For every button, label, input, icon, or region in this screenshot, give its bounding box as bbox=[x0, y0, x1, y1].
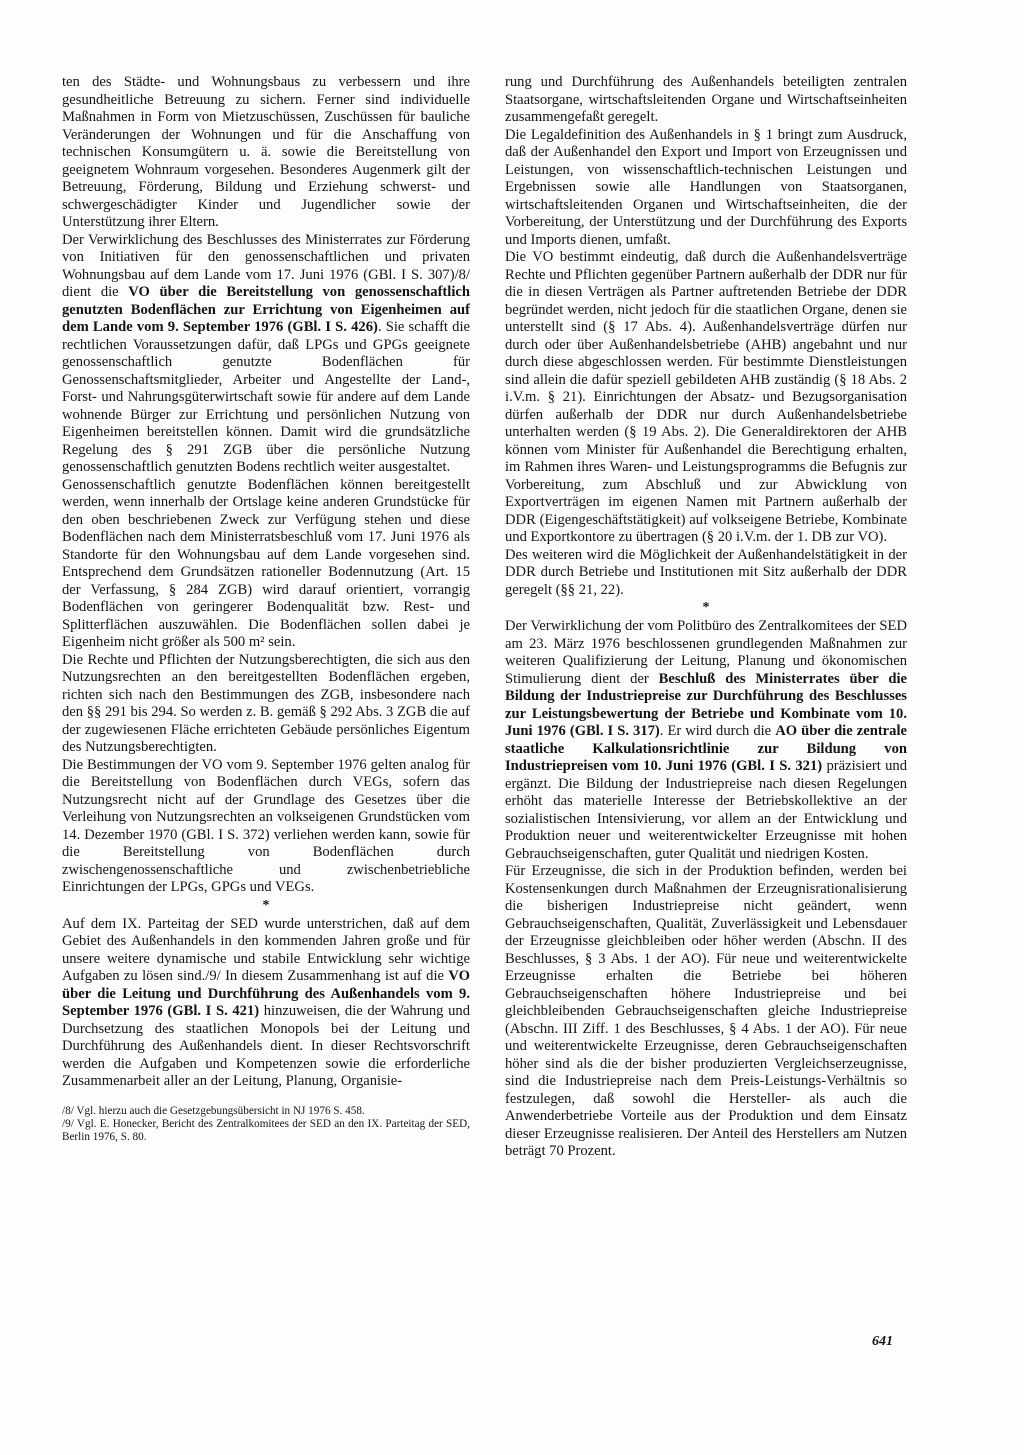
paragraph-text: Der Verwirklichung der vom Politbüro des Zentralkomitees der SED am 23. März 1976 beschlossenen grundlegenden Maßnahmen zur weiteren Qualifizierung der Leitung, Planung und ökonomischen Stimulierung dient der bbox=[505, 618, 907, 687]
legal-reference-bold: VO über die Leitung und Durchführung des Außenhandels vom 9. September 1976 (GBl. I S. 421) bbox=[62, 968, 470, 1019]
paragraph bbox=[505, 618, 907, 863]
paragraph: Des weiteren wird die Möglichkeit der Außenhandelstätigkeit in der DDR durch Betriebe und Institutionen mit Sitz außerhalb der DDR geregelt (§§ 21, 22). bbox=[505, 546, 907, 598]
paragraph-text: hinzuweisen, die der Wahrung und Durchsetzung des staatlichen Monopols bei der Leitung und Durchführung des Außenhandels dient. In dieser Rechtsvorschrift werden die Aufgaben und Kompetenzen sowie die erforderliche Zusammenarbeit aller an der Leitung, Planung, Organisie- bbox=[62, 1003, 470, 1089]
footnote-9: /9/ Vgl. E. Honecker, Bericht des Zentralkomitees der SED an den IX. Parteitag der SED, Berlin 1976, S. 80. bbox=[62, 1117, 470, 1143]
page-number: 641 bbox=[872, 1334, 893, 1349]
section-separator: * bbox=[702, 600, 710, 615]
paragraph: rung und Durchführung des Außenhandels beteiligten zentralen Staatsorgane, wirtschaftsleitenden Organe und Wirtschaftseinheiten zusammengefaßt geregelt. bbox=[505, 74, 907, 125]
paragraph-text: . Er wird durch die bbox=[659, 723, 776, 739]
paragraph-text: Auf dem IX. Parteitag der SED wurde unterstrichen, daß auf dem Gebiet des Außenhandels in den kommenden Jahren große und für unsere weitere dynamische und stabile Entwicklung sehr wichtige Aufgaben zu lösen sind./9/ In diesem Zusammenhang ist auf die bbox=[62, 915, 470, 984]
paragraph: Für Erzeugnisse, die sich in der Produktion befinden, werden bei Kostensenkungen durch Maßnahmen der Erzeugnisrationalisierung die bisherigen Industriepreise nicht geändert, wenn Gebrauchseigenschaften, Qualität, Zuverlässigkeit und Lebensdauer der Erzeugnisse gleichbleiben oder höher werden (Abschn. II des Beschlusses, § 3 Abs. 1 der AO). Für neue und weiterentwickelte Erzeugnisse erhalten die Betriebe bei höheren Gebrauchseigenschaften höhere Industriepreise und bei gleichbleibenden Gebrauchseigenschaften gleiche Industriepreise (Abschn. III Ziff. 1 des Beschlusses, § 4 Abs. 1 der AO). Für neue und weiterentwickelte Erzeugnisse, deren Gebrauchseigenschaften höher sind als die der bisher produzierten Vergleichserzeugnisse, sind die Industriepreise nach dem Preis-Leistungs-Verhältnis so festzulegen, daß sowohl die Hersteller- als auch die Anwenderbetriebe Vorteile aus der Produktion und dem Einsatz dieser Erzeugnisse realisieren. Der Anteil des Herstellers am Nutzen beträgt 70 Prozent. bbox=[505, 863, 907, 1159]
footnote-8: /8/ Vgl. hierzu auch die Gesetzgebungsübersicht in NJ 1976 S. 458. bbox=[62, 1104, 365, 1117]
left-column bbox=[62, 74, 470, 1144]
paragraph: Die Bestimmungen der VO vom 9. September 1976 gelten analog für die Bereitstellung von Bodenflächen durch VEGs, sofern das Nutzungsrecht nicht auf der Grundlage des Gesetzes über die Verleihung von Nutzungsrechten an volkseigenen Grundstücken vom 14. Dezember 1970 (GBl. I S. 372) verliehen werden kann, sowie für die Bereitstellung von Bodenflächen durch zwischengenossenschaftliche und zwischenbetriebliche Einrichtungen der LPGs, GPGs und VEGs. bbox=[62, 756, 470, 895]
legal-reference-bold: VO über die Bereitstellung von genossenschaftlich genutzten Bodenflächen zur Errichtung von Eigenheimen auf dem Lande vom 9. September 1976 (GBl. I S. 426) bbox=[62, 284, 470, 335]
footnotes bbox=[62, 1105, 470, 1144]
section-separator: * bbox=[262, 897, 270, 913]
paragraph-text: . Sie schafft die rechtlichen Voraussetzungen dafür, daß LPGs und GPGs geeignete genossenschaftlich genutzte Bodenflächen für Genossenschaftsmitglieder, Arbeiter und Angestellte der Land-, Forst- und Nahrungsgüterwirtschaft sowie für andere auf dem Lande wohnende Bürger zur Errichtung und persönlichen Nutzung von Eigenheimen bereitstellen können. Damit wird die grundsätzliche Regelung des § 291 ZGB über die persönliche Nutzung genossenschaftlich genutzten Bodens rechtlich weiter ausgestaltet. bbox=[62, 319, 470, 475]
paragraph: ten des Städte- und Wohnungsbaus zu verbessern und ihre gesundheitliche Betreuung zu sichern. Ferner sind individuelle Maßnahmen in Form von Mietzuschüssen, Zuschüssen für bauliche Veränderungen der Wohnungen und für die Anschaffung von technischen Konsumgütern u. ä. sowie die Bereitstellung von geeignetem Wohnraum vorgesehen. Besonderes Augenmerk gilt der Betreuung, Förderung, Bildung und Erziehung schwerst- und schwergeschädigter Kinder und Jugendlicher sowie der Unterstützung ihrer Eltern. bbox=[62, 74, 470, 230]
right-column bbox=[505, 74, 907, 1161]
paragraph: Genossenschaftlich genutzte Bodenflächen können bereitgestellt werden, wenn innerhalb der Ortslage keine anderen Grundstücke für den oben beschriebenen Zweck zur Verfügung stehen und diese Bodenflächen nach dem Ministerratsbeschluß vom 17. Juni 1976 als Standorte für den Wohnungsbau auf dem Lande vorgesehen sind. Entsprechend dem Grundsätzen rationeller Bodennutzung (Art. 15 der Verfassung, § 284 ZGB) wird darauf orientiert, vorrangig Bodenflächen von geringerer Bodenqualität bzw. Rest- und Splitterflächen auszuwählen. Die Bodenflächen sollen dabei je Eigenheim nicht größer als 500 m² sein. bbox=[62, 476, 470, 650]
legal-reference-bold: AO über die zentrale staatliche Kalkulationsrichtlinie zur Bildung von Industriepreisen vom 10. Juni 1976 (GBl. I S. 321) bbox=[505, 723, 907, 774]
paragraph: Die VO bestimmt eindeutig, daß durch die Außenhandelsverträge Rechte und Pflichten gegenüber Partnern außerhalb der DDR nur für die in diesen Verträgen als Partner auftretenden Betriebe der DDR begründet werden, nicht jedoch für die staatlichen Organe, denen sie unterstellt sind (§ 17 Abs. 4). Außenhandelsverträge dürfen nur durch oder über Außenhandelsbetriebe (AHB) angebahnt und nur durch diese abgeschlossen werden. Für bestimmte Dienstleistungen sind allein die dafür speziell gebildeten AHB zuständig (§ 18 Abs. 2 i.V.m. § 21). Einrichtungen der Absatz- und Bezugsorganisation dürfen außerhalb der DDR nur durch Außenhandelsbetriebe unterhalten werden (§ 19 Abs. 2). Die Generaldirektoren der AHB können vom Minister für Außenhandel die Berechtigung erhalten, im Rahmen ihres Waren- und Leistungsprogramms die Befugnis zur Vorbereitung, zum Abschluß und zur Abwicklung von Exportverträgen im eigenen Namen mit Partnern außerhalb der DDR (Eigengeschäftstätigkeit) auf volkseigene Betriebe, Kombinate und Exportkontore zu übertragen (§ 20 i.V.m. der 1. DB zur VO). bbox=[505, 249, 907, 545]
legal-reference-bold: Beschluß des Ministerrates über die Bildung der Industriepreise zur Durchführung des Beschlusses zur Leistungsbewertung der Betriebe und Kombinate vom 10. Juni 1976 (GBl. I S. 317) bbox=[505, 670, 907, 739]
paragraph: Die Rechte und Pflichten der Nutzungsberechtigten, die sich aus den Nutzungsrechten an den bereitgestellten Bodenflächen ergeben, richten sich nach den Bestimmungen des ZGB, insbesondere nach den §§ 291 bis 294. So werden z. B. gemäß § 292 Abs. 3 ZGB die auf der zugewiesenen Fläche errichteten Gebäude persönliches Eigentum des Nutzungsberechtigten. bbox=[62, 651, 470, 755]
paragraph: Die Legaldefinition des Außenhandels in § 1 bringt zum Ausdruck, daß der Außenhandel den Export und Import von Erzeugnissen und Leistungen, von wissenschaftlich-technischen Leistungen und Ergebnissen sowie alle Handlungen von Staatsorganen, wirtschaftsleitenden Organen und Wirtschaftseinheiten, die der Vorbereitung, der Unterstützung und der Durchführung des Exports und Imports dienen, umfaßt. bbox=[505, 126, 907, 248]
paragraph-text: Der Verwirklichung des Beschlusses des Ministerrates zur Förderung von Initiativen für den genossenschaftlichen und privaten Wohnungsbau auf dem Lande vom 17. Juni 1976 (GBl. I S. 307)/8/ dient die bbox=[62, 231, 470, 300]
paragraph bbox=[62, 916, 470, 1091]
paragraph bbox=[62, 232, 470, 477]
paragraph-text: präzisiert und ergänzt. Die Bildung der Industriepreise nach diesen Regelungen erhöht das materielle Interesse der Betriebskollektive an der sozialistischen Intensivierung, vor allem an der Entwicklung und Produktion neuer und weiterentwickelter Erzeugnisse mit hohen Gebrauchseigenschaften, guter Qualität und niedrigen Kosten. bbox=[505, 758, 907, 862]
